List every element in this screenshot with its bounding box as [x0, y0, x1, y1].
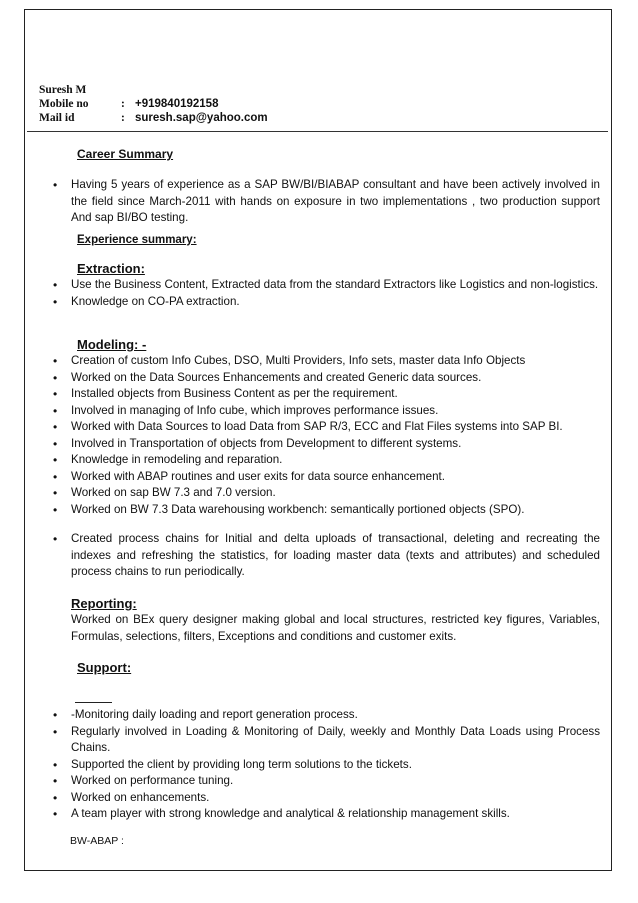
reporting-text: Worked on BEx query designer making global and local structures, restricted key figures, Variables, Formulas, selections, filters, Exceptions and conditions and customer exits.	[71, 613, 600, 643]
list-item: • A team player with strong knowledge and analytical & relationship management skills.	[37, 806, 600, 823]
mobile-label: Mobile no	[39, 98, 89, 110]
list-item: • Worked on performance tuning.	[37, 773, 600, 790]
modeling-heading: Modeling: -	[77, 337, 147, 352]
footer-label: BW-ABAP :	[70, 835, 124, 847]
list-item: • Worked on the Data Sources Enhancements and created Generic data sources.	[37, 370, 600, 387]
list-item: • Knowledge on CO-PA extraction.	[37, 294, 600, 311]
extraction-heading: Extraction:	[77, 261, 145, 276]
list-item: • Worked with ABAP routines and user exits for data source enhancement.	[37, 469, 600, 486]
list-item: • Supported the client by providing long term solutions to the tickets.	[37, 757, 600, 774]
mobile-value: +919840192158	[135, 98, 219, 110]
short-rule	[75, 702, 112, 703]
support-heading: Support:	[77, 660, 132, 675]
mail-sep: :	[121, 112, 125, 124]
mail-label: Mail id	[39, 112, 75, 124]
list-item: • Installed objects from Business Content as per the requirement.	[37, 386, 600, 403]
mail-value[interactable]: suresh.sap@yahoo.com	[135, 112, 268, 124]
list-item: • Regularly involved in Loading & Monitoring of Daily, weekly and Monthly Data Loads using Process Chains.	[37, 724, 600, 757]
list-item: • Created process chains for Initial and delta uploads of transactional, deleting and recreating the indexes and refreshing the statistics, for loading master data (texts and attributes) and scheduled process chains to run periodically.	[37, 531, 600, 581]
list-item: • Involved in Transportation of objects from Development to different systems.	[37, 436, 600, 453]
reporting-heading: Reporting:	[71, 596, 137, 611]
career-summary-heading: Career Summary	[77, 147, 174, 161]
list-item: • Worked with Data Sources to load Data from SAP R/3, ECC and Flat Files systems into SAP BI.	[37, 419, 600, 436]
header-divider	[27, 131, 608, 132]
list-item: • Worked on sap BW 7.3 and 7.0 version.	[37, 485, 600, 502]
list-item: • Worked on enhancements.	[37, 790, 600, 807]
career-list	[37, 177, 600, 227]
list-item: • Worked on BW 7.3 Data warehousing workbench: semantically portioned objects (SPO).	[37, 502, 600, 519]
list-item: • Knowledge in remodeling and reparation.	[37, 452, 600, 469]
mobile-sep: :	[121, 98, 125, 110]
mobile-row	[39, 97, 218, 112]
list-item: • -Monitoring daily loading and report generation process.	[37, 707, 600, 724]
modeling-list	[37, 353, 600, 518]
list-item: • Creation of custom Info Cubes, DSO, Multi Providers, Info sets, master data Info Objects	[37, 353, 600, 370]
support-list	[37, 707, 600, 823]
mail-row	[39, 111, 268, 126]
extraction-list	[37, 277, 600, 310]
list-item: • Use the Business Content, Extracted data from the standard Extractors like Logistics and non-logistics.	[37, 277, 600, 294]
experience-summary-heading: Experience summary:	[77, 234, 197, 246]
list-item: • Having 5 years of experience as a SAP BW/BI/BIABAP consultant and have been actively involved in the field since March-2011 with hands on exposure in two implementations , two production support And sap BI/BO testing.	[37, 177, 600, 227]
candidate-name: Suresh M	[39, 84, 87, 96]
modeling-extra-list	[37, 531, 600, 581]
list-item: • Involved in managing of Info cube, which improves performance issues.	[37, 403, 600, 420]
